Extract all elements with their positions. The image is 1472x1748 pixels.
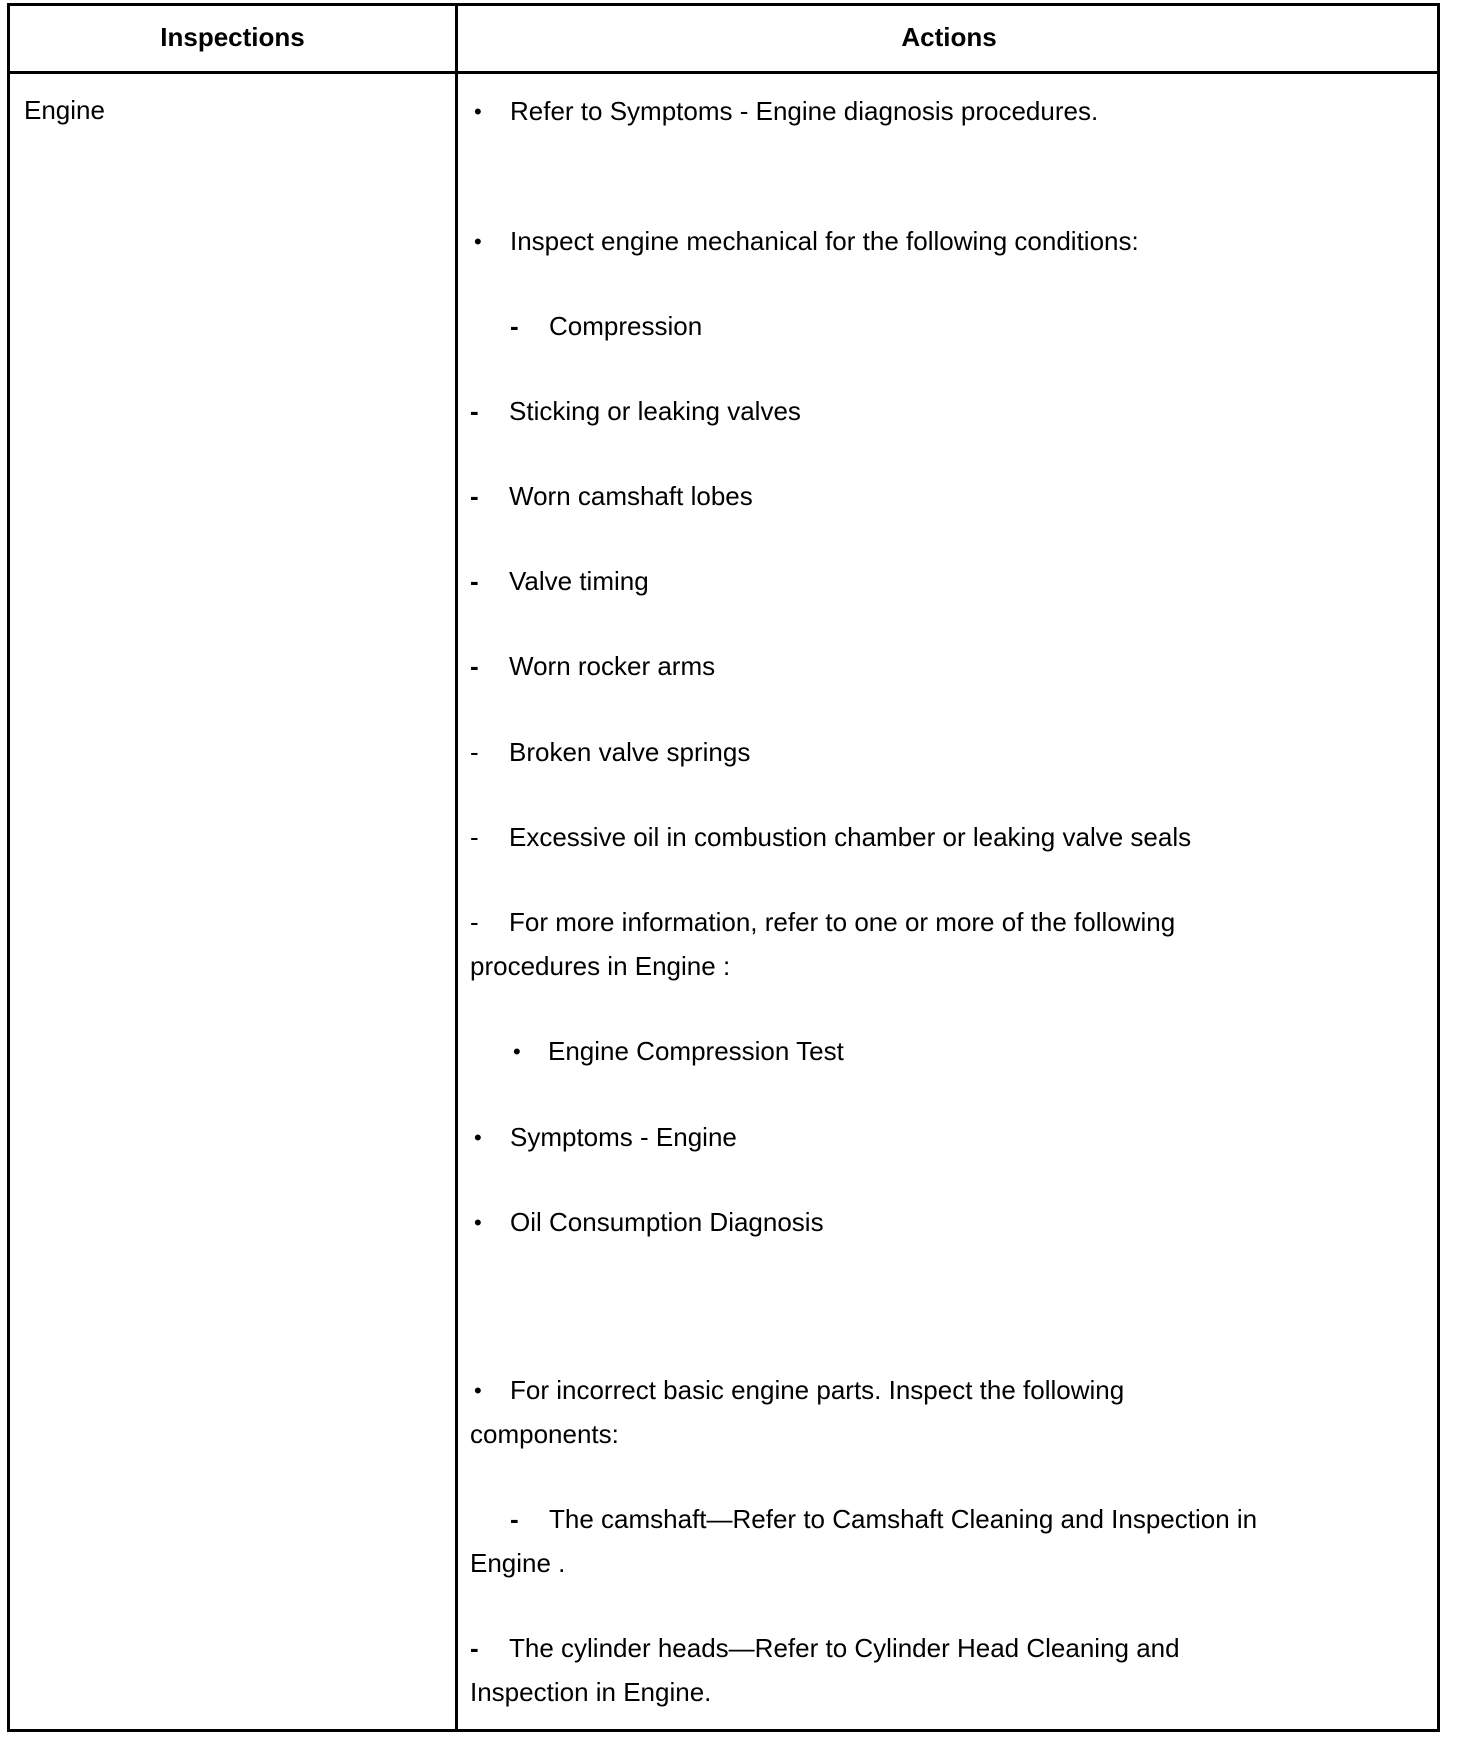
- dash-marker: -: [510, 1504, 519, 1534]
- bullet-marker: •: [474, 229, 482, 254]
- action-continuation: Inspection in Engine.: [470, 1677, 712, 1707]
- action-text: Broken valve springs: [509, 737, 751, 767]
- header-divider: [7, 71, 1440, 74]
- action-text: For incorrect basic engine parts. Inspect the following: [510, 1375, 1125, 1405]
- bullet-marker: •: [513, 1039, 521, 1064]
- dash-marker: -: [470, 822, 479, 852]
- action-text: Worn camshaft lobes: [509, 481, 753, 511]
- action-text: Sticking or leaking valves: [509, 396, 801, 426]
- action-text: Worn rocker arms: [509, 651, 716, 681]
- action-continuation: procedures in Engine :: [470, 951, 731, 981]
- dash-marker: -: [510, 311, 519, 341]
- dash-marker: -: [470, 396, 479, 426]
- dash-marker: -: [470, 907, 479, 937]
- action-text: Oil Consumption Diagnosis: [510, 1207, 824, 1237]
- dash-marker: -: [470, 481, 479, 511]
- action-text: Valve timing: [509, 566, 649, 596]
- action-text: Inspect engine mechanical for the following conditions:: [510, 226, 1139, 256]
- action-text: The cylinder heads—Refer to Cylinder Head Cleaning and: [509, 1633, 1180, 1663]
- action-text: Compression: [549, 311, 703, 341]
- action-text: The camshaft—Refer to Camshaft Cleaning and Inspection in: [549, 1504, 1258, 1534]
- action-text: Excessive oil in combustion chamber or leaking valve seals: [509, 822, 1192, 852]
- action-continuation: Engine .: [470, 1548, 566, 1578]
- dash-marker: -: [470, 737, 479, 767]
- bullet-marker: •: [474, 1210, 482, 1235]
- inspection-cell: Engine: [24, 95, 105, 125]
- bullet-marker: •: [474, 1125, 482, 1150]
- header-actions: Actions: [901, 22, 997, 52]
- header-inspections: Inspections: [160, 22, 305, 52]
- action-text: Engine Compression Test: [548, 1036, 844, 1066]
- action-continuation: components:: [470, 1419, 619, 1449]
- dash-marker: -: [470, 651, 479, 681]
- bullet-marker: •: [474, 1378, 482, 1403]
- bullet-marker: •: [474, 99, 482, 124]
- action-text: For more information, refer to one or more of the following: [509, 907, 1176, 937]
- dash-marker: -: [470, 1633, 479, 1663]
- inspection-table: [7, 3, 1440, 1732]
- column-divider: [455, 3, 458, 1732]
- dash-marker: -: [470, 566, 479, 596]
- action-text: Symptoms - Engine: [510, 1122, 737, 1152]
- action-text: Refer to Symptoms - Engine diagnosis procedures.: [510, 96, 1099, 126]
